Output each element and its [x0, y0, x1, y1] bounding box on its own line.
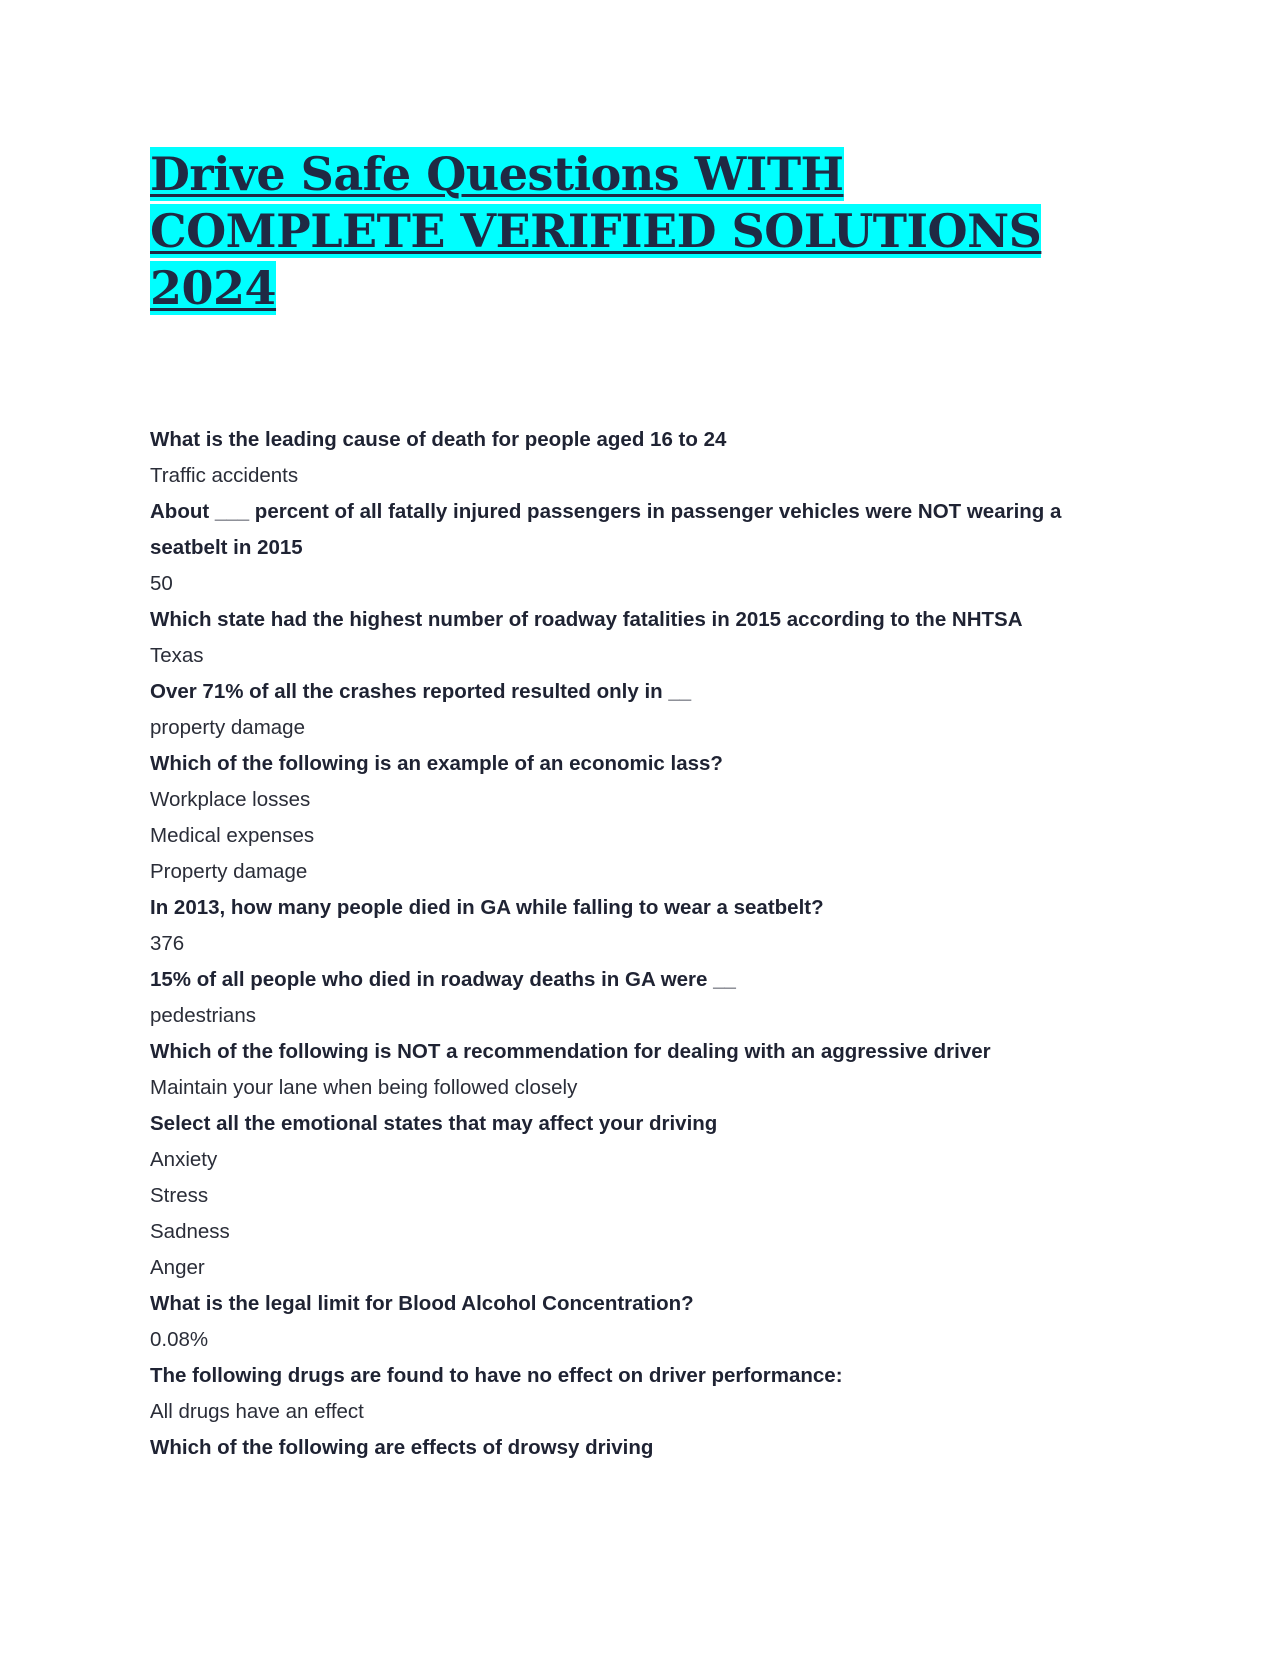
- answer-2: 50: [150, 572, 173, 595]
- answer-1: Traffic accidents: [150, 464, 299, 487]
- answer-9-4: Anger: [150, 1256, 205, 1279]
- title-line-1: Drive Safe Questions WITH: [150, 147, 844, 201]
- answer-5-2: Medical expenses: [150, 824, 315, 847]
- answer-9-3: Sadness: [150, 1220, 230, 1243]
- question-12: Which of the following are effects of drowsy driving: [150, 1436, 654, 1459]
- answer-9-2: Stress: [150, 1184, 209, 1207]
- answer-3: Texas: [150, 644, 204, 667]
- answer-5-3: Property damage: [150, 860, 308, 883]
- question-2: About ___ percent of all fatally injured passengers in passenger vehicles were NOT wearing a seatbelt in 2015: [150, 500, 1062, 559]
- question-5: Which of the following is an example of an economic lass?: [150, 752, 723, 775]
- question-1: What is the leading cause of death for people aged 16 to 24: [150, 428, 727, 451]
- question-11: The following drugs are found to have no effect on driver performance:: [150, 1364, 843, 1387]
- question-4: Over 71% of all the crashes reported resulted only in __: [150, 680, 692, 703]
- title-line-2: COMPLETE VERIFIED SOLUTIONS: [150, 204, 1042, 258]
- question-6: In 2013, how many people died in GA while falling to wear a seatbelt?: [150, 896, 824, 919]
- answer-6: 376: [150, 932, 185, 955]
- question-7: 15% of all people who died in roadway deaths in GA were __: [150, 968, 736, 991]
- answer-7: pedestrians: [150, 1004, 256, 1027]
- question-10: What is the legal limit for Blood Alcohol Concentration?: [150, 1292, 694, 1315]
- document-title: [150, 146, 1150, 317]
- answer-9-1: Anxiety: [150, 1148, 218, 1171]
- page-title[interactable]: [150, 146, 1150, 317]
- question-answer-list: [150, 422, 1090, 1466]
- question-3: Which state had the highest number of roadway fatalities in 2015 according to the NHTSA: [150, 608, 1023, 631]
- answer-8: Maintain your lane when being followed closely: [150, 1076, 578, 1099]
- answer-5-1: Workplace losses: [150, 788, 311, 811]
- question-9: Select all the emotional states that may affect your driving: [150, 1112, 718, 1135]
- answer-11: All drugs have an effect: [150, 1400, 364, 1423]
- question-8: Which of the following is NOT a recommendation for dealing with an aggressive driver: [150, 1040, 991, 1063]
- answer-4: property damage: [150, 716, 305, 739]
- answer-10: 0.08%: [150, 1328, 209, 1351]
- title-line-3: 2024: [150, 261, 277, 315]
